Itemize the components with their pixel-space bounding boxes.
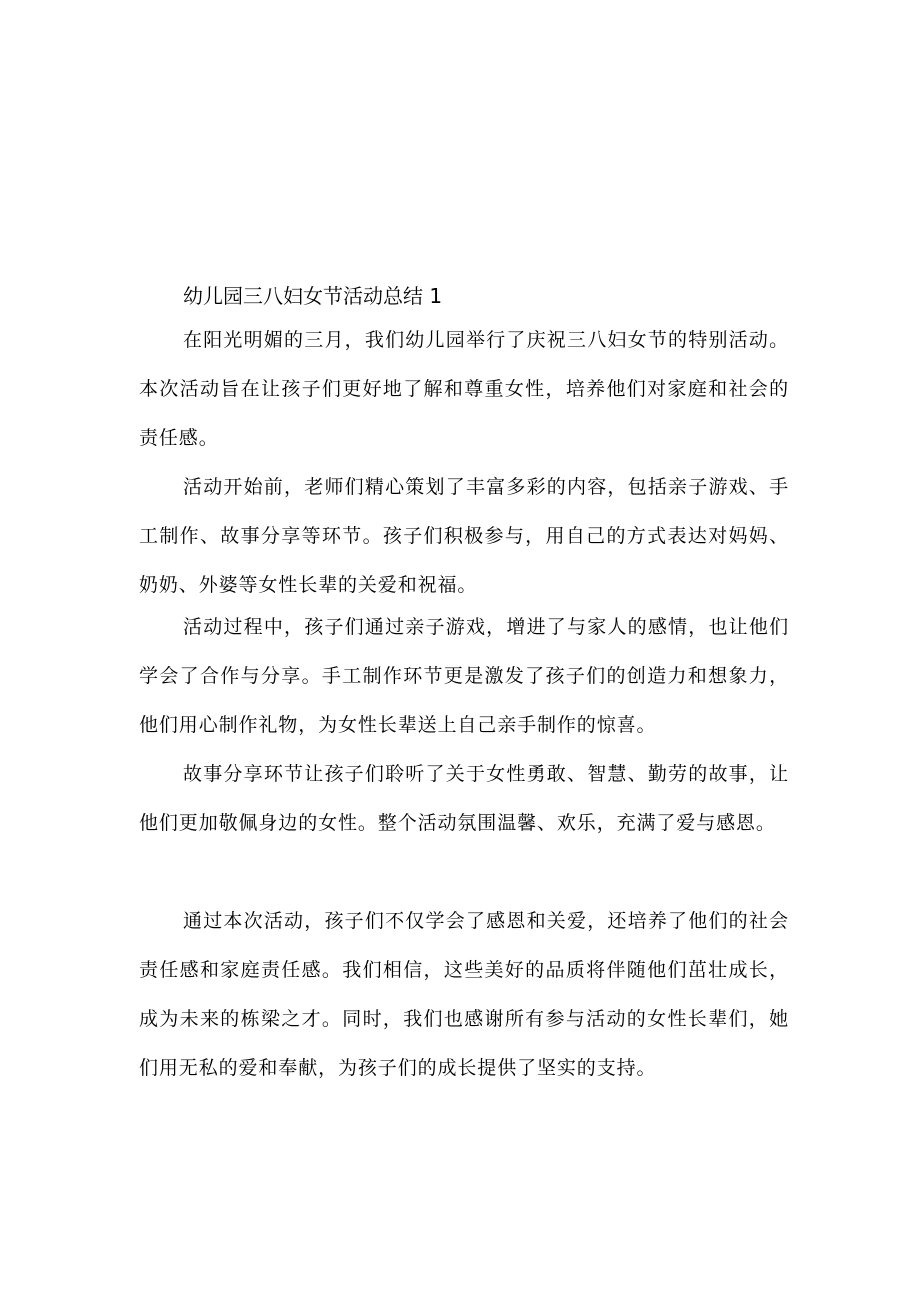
paragraph-4: 故事分享环节让孩子们聆听了关于女性勇敢、智慧、勤劳的故事，让他们更加敬佩身边的女性。整个活动氛围温馨、欢乐，充满了爱与感恩。 bbox=[139, 763, 789, 834]
paragraph-5: 通过本次活动，孩子们不仅学会了感恩和关爱，还培养了他们的社会责任感和家庭责任感。我们相信，这些美好的品质将伴随他们茁壮成长，成为未来的栋梁之才。同时，我们也感谢所有参与活动的女性长辈们，她们用无私的爱和奉献，为孩子们的成长提供了坚实的支持。 bbox=[139, 910, 789, 1079]
paragraph-1: 在阳光明媚的三月，我们幼儿园举行了庆祝三八妇女节的特别活动。本次活动旨在让孩子们更好地了解和尊重女性，培养他们对家庭和社会的责任感。 bbox=[139, 329, 789, 449]
paragraph-3: 活动过程中，孩子们通过亲子游戏，增进了与家人的感情，也让他们学会了合作与分享。手工制作环节更是激发了孩子们的创造力和想象力，他们用心制作礼物，为女性长辈送上自己亲手制作的惊喜。 bbox=[139, 616, 789, 736]
paragraph-2: 活动开始前，老师们精心策划了丰富多彩的内容，包括亲子游戏、手工制作、故事分享等环节。孩子们积极参与，用自己的方式表达对妈妈、奶奶、外婆等女性长辈的关爱和祝福。 bbox=[139, 476, 789, 596]
document-title: 幼儿园三八妇女节活动总结 1 bbox=[183, 284, 443, 308]
